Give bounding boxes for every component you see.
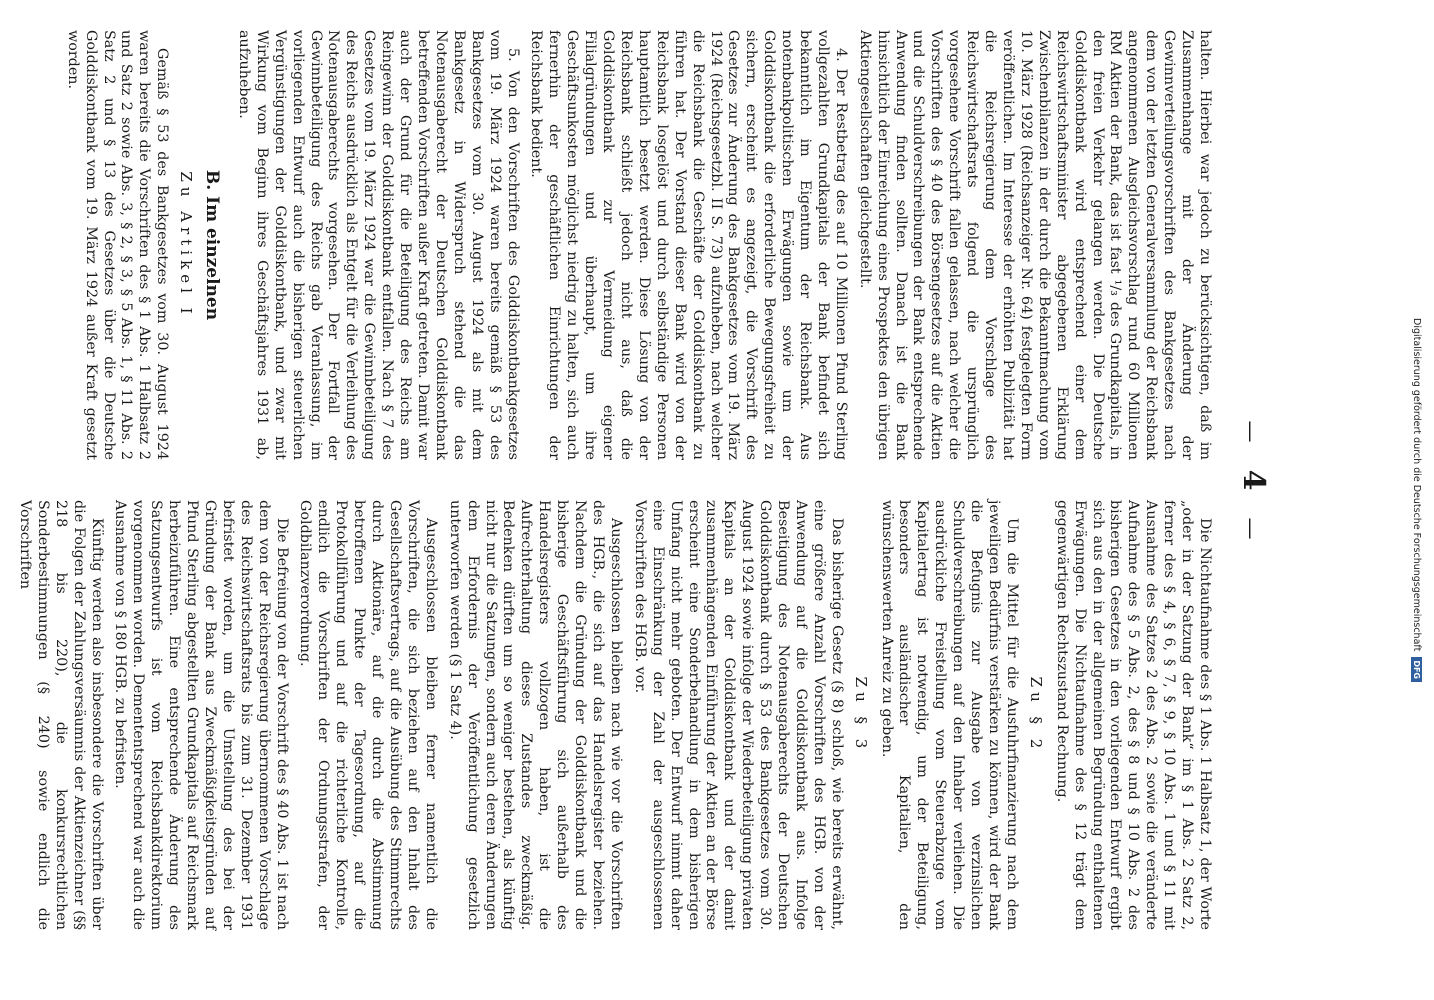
- paragraph-heading-2: Zu § 2: [1026, 676, 1045, 754]
- rotated-page: [16, 30, 1288, 930]
- right-paragraph-1: Die Nichtaufnahme des § 1 Abs. 1 Halbsatz 1, der Worte „oder in der Satzung der Bank“ im § 1 Abs. 2 Satz 2, ferner des § 4, § 6, § 7, § 9, § 10 Abs. 1 und § 11 mit Ausnahme des Satzes 2 des Abs. 2 sowie die veränderte Aufnahme des § 5 Abs. 2, des § 8 und § 10 Abs. 2 des bisherigen Gesetzes in den vorliegenden Entwurf ergibt sich aus den in der allgemeinen Begründung enthaltenen Erwägungen. Die Nichtaufnahme des § 12 trägt dem gegenwärtigen Rechtszustand Rechnung.: [1053, 500, 1213, 930]
- right-paragraph-2: Um die Mittel für die Ausfuhrfinanzierung nach dem jeweiligen Bedürfnis verstärken zu können, wird der Bank die Befugnis zur Ausgabe von verzinslichen Schuldverschreibungen auf den Inhaber verliehen. Die ausdrückliche Freistellung vom Steuerabzuge vom Kapitalertrag ist notwendig, um der Beteiligung, besonders ausländischer Kapitalien, den wünschenswerten Anreiz zu geben.: [878, 500, 1020, 930]
- left-column: [64, 30, 1213, 460]
- credit-text: Digitalisierung gefördert durch die Deutsche Forschungsgemeinschaft: [1411, 318, 1423, 652]
- header-dash-left: —: [1238, 420, 1263, 443]
- paragraph-heading-3: Zu § 3: [851, 676, 870, 754]
- left-paragraph-4: Gemäß § 53 des Bankgesetzes vom 30. August 1924 waren bereits die Vorschriften des § 1 Abs. 1 Halbsatz 2 und Satz 2 sowie Abs. 3, § 2, § 3, § 5 Abs. 1, § 11 Abs. 2 Satz 2 und § 13 des Gesetzes über die Deutsche Golddiskontbank vom 19. März 1924 außer Kraft gesetzt worden.: [64, 30, 171, 460]
- right-paragraph-6: Die Befreiung von der Vorschrift des § 40 Abs. 1 ist nach dem von der Reichsregierung übernommenen Vorschlage des Reichswirtschaftsrats bis zum 31. Dezember 1931 befristet worden, um die Umstellung des bei der Gründung der Bank aus Zweckmäßigkeitsgründen auf Pfund Sterling abgestellten Grundkapitals auf Reichsmark herbeizuführen. Eine entsprechende Änderung des Satzungsentwurfs ist vom Reichsbankdirektorium vorgenommen worden. Demententsprechend war auch die Ausnahme von § 180 HGB. zu befristen.: [112, 500, 290, 930]
- dfg-logo: DFG: [1412, 657, 1423, 682]
- right-paragraph-7: Künftig werden also insbesondere die Vorschriften über die Folgen der Zahlungsversäumnis der Aktienzeichner (§§ 218 bis 220), die konkursrechtlichen Sonderbestimmungen (§ 240) sowie endlich die Vorschriften: [16, 500, 105, 930]
- digitization-credit: [1408, 0, 1434, 1000]
- section-heading-b: B. Im einzelnen: [202, 169, 223, 321]
- page-number: 4: [1236, 469, 1271, 491]
- left-paragraph-2: 4. Der Restbetrag des auf 10 Millionen Pfund Sterling vollgezahlten Grundkapitals der Bank befindet sich bekanntlich im Eigentum der Reichsbank. Aus notenbankpolitischen Erwägungen sowie um der Golddiskontbank die erforderliche Bewegungsfreiheit zu sichern, erscheint es angezeigt, die Vorschrift des Gesetzes zur Änderung des Bankgesetzes vom 19. März 1924 (Reichsgesetzbl. II S. 73) aufzuheben, nach welcher die Reichsbank die Geschäfte der Golddiskontbank zu führen hat. Der Vorstand dieser Bank wird von der Reichsbank losgelöst und durch selbständige Personen hauptamtlich besetzt werden. Diese Lösung von der Reichsbank schließt jedoch nicht aus, daß die Golddiskontbank zur Vermeidung eigener Filialgründungen und überhaupt, um ihre Geschäftsunkosten möglichst niedrig zu halten, sich auch fernerhin der geschäftlichen Einrichtungen der Reichsbank bedient.: [528, 30, 849, 460]
- right-paragraph-4: Ausgeschlossen bleiben nach wie vor die Vorschriften des HGB., die sich auf das Handelsregister beziehen. Nachdem die Gründung der Golddiskontbank und die bisherige Geschäftsführung sich außerhalb des Handelsregisters vollzogen haben, ist die Aufrechterhaltung dieses Zustandes zweckmäßig. Bedenken dürften um so weniger bestehen, als künftig nicht nur die Satzungen, sondern auch deren Änderungen dem Erfordernis der Veröffentlichung gesetzlich unterworfen werden (§ 1 Satz 4).: [446, 500, 624, 930]
- header-dash-right: —: [1238, 517, 1263, 540]
- page-header: [1218, 30, 1288, 930]
- right-paragraph-5: Ausgeschlossen bleiben ferner namentlich die Vorschriften, die sich beziehen auf den Inhalt des Gesellschaftsvertrags, auf die Ausübung des Stimmrechts durch Aktionäre, auf die durch die Abstimmung betroffenen Punkte der Tagesordnung, auf die Protokollführung und auf die richterliche Kontrolle, endlich die Vorschriften der Ordnungsstrafen, der Goldbilanzverordnung.: [297, 500, 439, 930]
- left-paragraph-1: halten. Hierbei war jedoch zu berücksichtigen, daß im Zusammenhange mit der Änderung der Gewinnverteilungsvorschriften des Bankgesetzes nach dem von der letzten Generalversammlung der Reichsbank angenommenen Ausgleichsvorschlag rund 60 Millionen RM Aktien der Bank, das ist fast ¹/₃ des Grundkapitals, in den freien Verkehr gelangen werden. Die Deutsche Golddiskontbank wird entsprechend einer dem Reichswirtschaftsminister abgegebenen Erklärung Zwischenbilanzen in der durch die Bekanntmachung vom 10. März 1928 (Reichsanzeiger Nr. 64) festgelegten Form veröffentlichen. Im Interesse der erhöhten Publizität hat die Reichsregierung dem Vorschlage des Reichswirtschaftsrats folgend die ursprünglich vorgesehene Vorschrift fallen gelassen, nach welcher die Vorschriften des § 40 des Börsengesetzes auf die Aktien und die Schuldverschreibungen der Bank entsprechende Anwendung finden sollten. Danach ist die Bank hinsichtlich der Einreichung eines Prospektes den übrigen Aktiengesellschaften gleichgestellt.: [856, 30, 1213, 460]
- left-paragraph-3: 5. Von den Vorschriften des Golddiskontbankgesetzes vom 19. März 1924 waren bereits gemäß § 53 des Bankgesetzes vom 30. August 1924 als mit dem Bankgesetz in Widerspruch stehend die das Notenausgaberecht der Deutschen Golddiskontbank betreffenden Vorschriften außer Kraft getreten. Damit war auch der Grund für die Beteiligung des Reichs am Reingewinn der Golddiskontbank entfallen. Nach § 7 des Gesetzes vom 19. März 1924 war die Gewinnbeteiligung des Reichs ausdrücklich als Entgelt für die Verleihung des Notenausgaberechts vorgesehen. Der Fortfall der Gewinnbeteiligung des Reichs gab Veranlassung, im vorliegenden Entwurf auch die bisherigen steuerlichen Vergünstigungen der Golddiskontbank, und zwar mit Wirkung vom Beginn ihres Geschäftsjahres 1931 ab, aufzuheben.: [235, 30, 521, 460]
- artikel-heading: Zu Artikel I: [177, 171, 196, 319]
- right-column: [16, 500, 1213, 930]
- right-paragraph-3: Das bisherige Gesetz (§ 8) schloß, wie bereits erwähnt, eine größere Anzahl Vorschriften des HGB. von der Anwendung auf die Golddiskontbank aus. Infolge Beseitigung des Notenausgaberechts der Deutschen Golddiskontbank durch § 53 des Bankgesetzes vom 30. August 1924 sowie infolge der Wiederbeteiligung privaten Kapitals an der Golddiskontbank und der damit zusammenhängenden Einführung der Aktien an der Börse erscheint eine Sonderbehandlung in dem bisherigen Umfang nicht mehr geboten. Der Entwurf nimmt daher eine Einschränkung der Zahl der ausgeschlossenen Vorschriften des HGB. vor.: [631, 500, 845, 930]
